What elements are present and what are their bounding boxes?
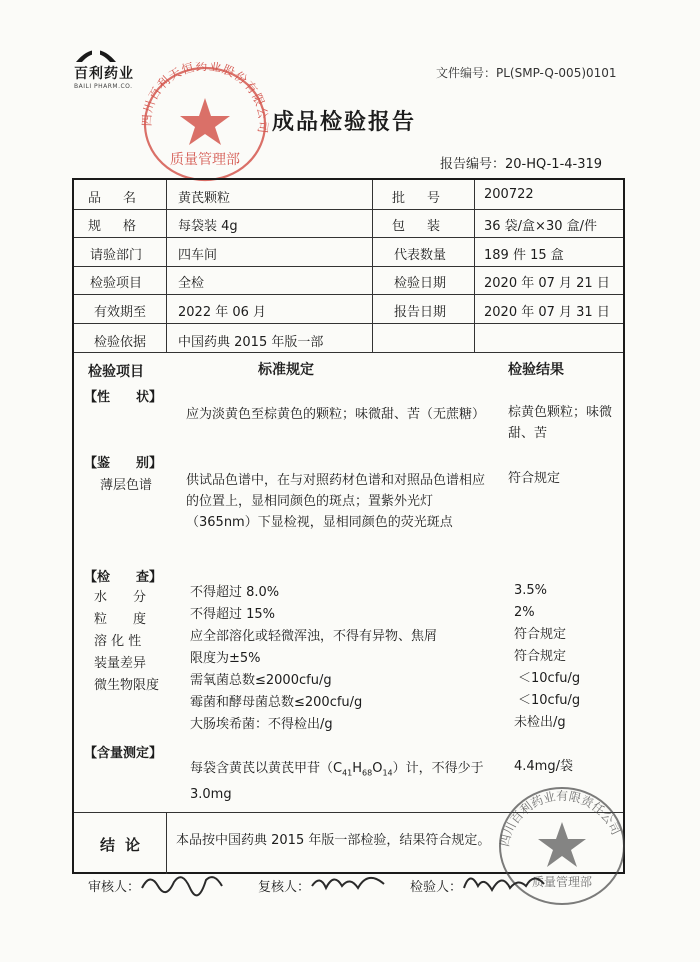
reviewer-label: 审核人： xyxy=(88,880,141,895)
appearance-standard: 应为淡黄色至棕黄色的颗粒；味微甜、苦（无蔗糖） xyxy=(186,407,486,422)
inspection-item-solubility: 溶 化 性 xyxy=(94,634,142,649)
batch-value: 200722 xyxy=(484,187,534,202)
spec-value: 每袋装 4g xyxy=(178,219,238,234)
test-date-label: 检验日期 xyxy=(394,276,447,291)
section-inspection-title: 【检 查】 xyxy=(84,570,163,585)
checker-label: 复核人： xyxy=(258,880,311,895)
identification-item: 薄层色谱 xyxy=(100,478,153,493)
test-date-value: 2020 年 07 月 21 日 xyxy=(484,276,610,291)
section-appearance-title: 【性 状】 xyxy=(84,390,163,405)
seal-bottom-star-icon xyxy=(538,822,586,867)
inspection-item-fill-variation: 装量差异 xyxy=(94,656,147,671)
conclusion-text: 本品按中国药典 2015 年版一部检验，结果符合规定。 xyxy=(176,833,491,848)
section-assay-title: 【含量测定】 xyxy=(84,746,163,761)
logo-english-name: BAILI PHARM.CO. xyxy=(74,83,133,90)
seal-star-icon xyxy=(180,98,230,145)
col-header-item: 检验项目 xyxy=(88,364,144,380)
inspection-result-solubility: 符合规定 xyxy=(514,627,567,642)
test-items-label: 检验项目 xyxy=(90,276,143,291)
product-name-label: 品名 xyxy=(88,191,159,206)
test-items-value: 全检 xyxy=(178,276,205,291)
inspection-standard-solubility: 应全部溶化或轻微浑浊，不得有异物、焦屑 xyxy=(190,629,438,644)
report-title: 成品检验报告 xyxy=(272,110,417,135)
expiry-value: 2022 年 06 月 xyxy=(178,305,267,320)
quantity-value: 189 件 15 盒 xyxy=(484,248,564,263)
test-basis-label: 检验依据 xyxy=(94,335,147,350)
package-label: 包装 xyxy=(392,219,463,234)
conclusion-label: 结论 xyxy=(100,836,151,854)
package-value: 36 袋/盒×30 盒/件 xyxy=(484,219,598,234)
inspection-result-fill-variation: 符合规定 xyxy=(514,649,567,664)
report-number: 报告编号：20-HQ-1-4-319 xyxy=(440,157,603,172)
inspection-item-granularity: 粒 度 xyxy=(94,612,147,627)
assay-result: 4.4mg/袋 xyxy=(514,759,573,774)
product-name-value: 黄芪颗粒 xyxy=(178,191,231,206)
identification-result: 符合规定 xyxy=(508,471,561,486)
test-basis-value: 中国药典 2015 年版一部 xyxy=(178,335,324,350)
inspection-result-granularity: 2% xyxy=(514,605,535,620)
inspection-standard-ecoli: 大肠埃希菌：不得检出/g xyxy=(190,717,333,732)
report-table xyxy=(72,178,625,874)
seal-bottom-department-text: 质量管理部 xyxy=(531,875,593,889)
section-identification-title: 【鉴 别】 xyxy=(84,456,163,471)
col-header-result: 检验结果 xyxy=(508,362,564,378)
quantity-label: 代表数量 xyxy=(394,248,447,263)
inspection-standard-fill-variation: 限度为±5% xyxy=(190,651,261,666)
inspector-label: 检验人： xyxy=(410,880,463,895)
report-date-label: 报告日期 xyxy=(394,305,447,320)
assay-standard: 每袋含黄芪以黄芪甲苷$(C_{41}H_{68}O_{14})$计，不得少于 3.0mg xyxy=(190,761,484,802)
inspection-standard-moisture: 不得超过 8.0% xyxy=(190,585,280,600)
reviewer-signature xyxy=(140,868,224,902)
col-header-standard: 标准规定 xyxy=(258,362,314,378)
inspection-item-moisture: 水 分 xyxy=(94,590,147,605)
report-date-value: 2020 年 07 月 31 日 xyxy=(484,305,610,320)
company-logo xyxy=(74,44,144,90)
quality-department-seal xyxy=(140,62,270,186)
checker-signature xyxy=(310,868,386,902)
inspection-result-aerobic: ＜10cfu/g xyxy=(518,671,581,686)
identification-standard: 供试品色谱中，在与对照药材色谱和对照品色谱相应的位置上，显相同颜色的斑点；置紫外光灯（365nm）下显检视，显相同颜色的荧光斑点 xyxy=(186,473,486,530)
inspection-result-moisture: 3.5% xyxy=(514,583,548,598)
logo-chinese-name: 百利药业 xyxy=(74,66,134,82)
inspector-signature xyxy=(462,866,546,902)
inspection-result-ecoli: 未检出/g xyxy=(514,715,566,730)
inspection-standard-aerobic: 需氧菌总数≤2000cfu/g xyxy=(190,673,332,688)
inspection-item-microbial: 微生物限度 xyxy=(94,678,160,693)
batch-label: 批号 xyxy=(392,191,463,206)
document-number: 文件编号：PL(SMP-Q-005)0101 xyxy=(436,66,617,80)
expiry-label: 有效期至 xyxy=(94,305,147,320)
appearance-result: 棕黄色颗粒；味微甜、苦 xyxy=(508,405,613,441)
seal-company-text: 四川百利天恒药业股份有限公司 xyxy=(140,62,270,135)
inspection-standard-granularity: 不得超过 15% xyxy=(190,607,276,622)
inspection-standard-mold-yeast: 霉菌和酵母菌总数≤200cfu/g xyxy=(190,695,363,710)
request-dept-value: 四车间 xyxy=(178,248,218,263)
logo-arch-icon xyxy=(74,44,118,62)
request-dept-label: 请验部门 xyxy=(90,248,143,263)
seal-bottom-company-text: 四川百利药业有限责任公司 xyxy=(497,788,624,848)
spec-label: 规格 xyxy=(88,219,159,234)
seal-department-text: 质量管理部 xyxy=(170,152,240,168)
inspection-result-mold-yeast: ＜10cfu/g xyxy=(518,693,581,708)
